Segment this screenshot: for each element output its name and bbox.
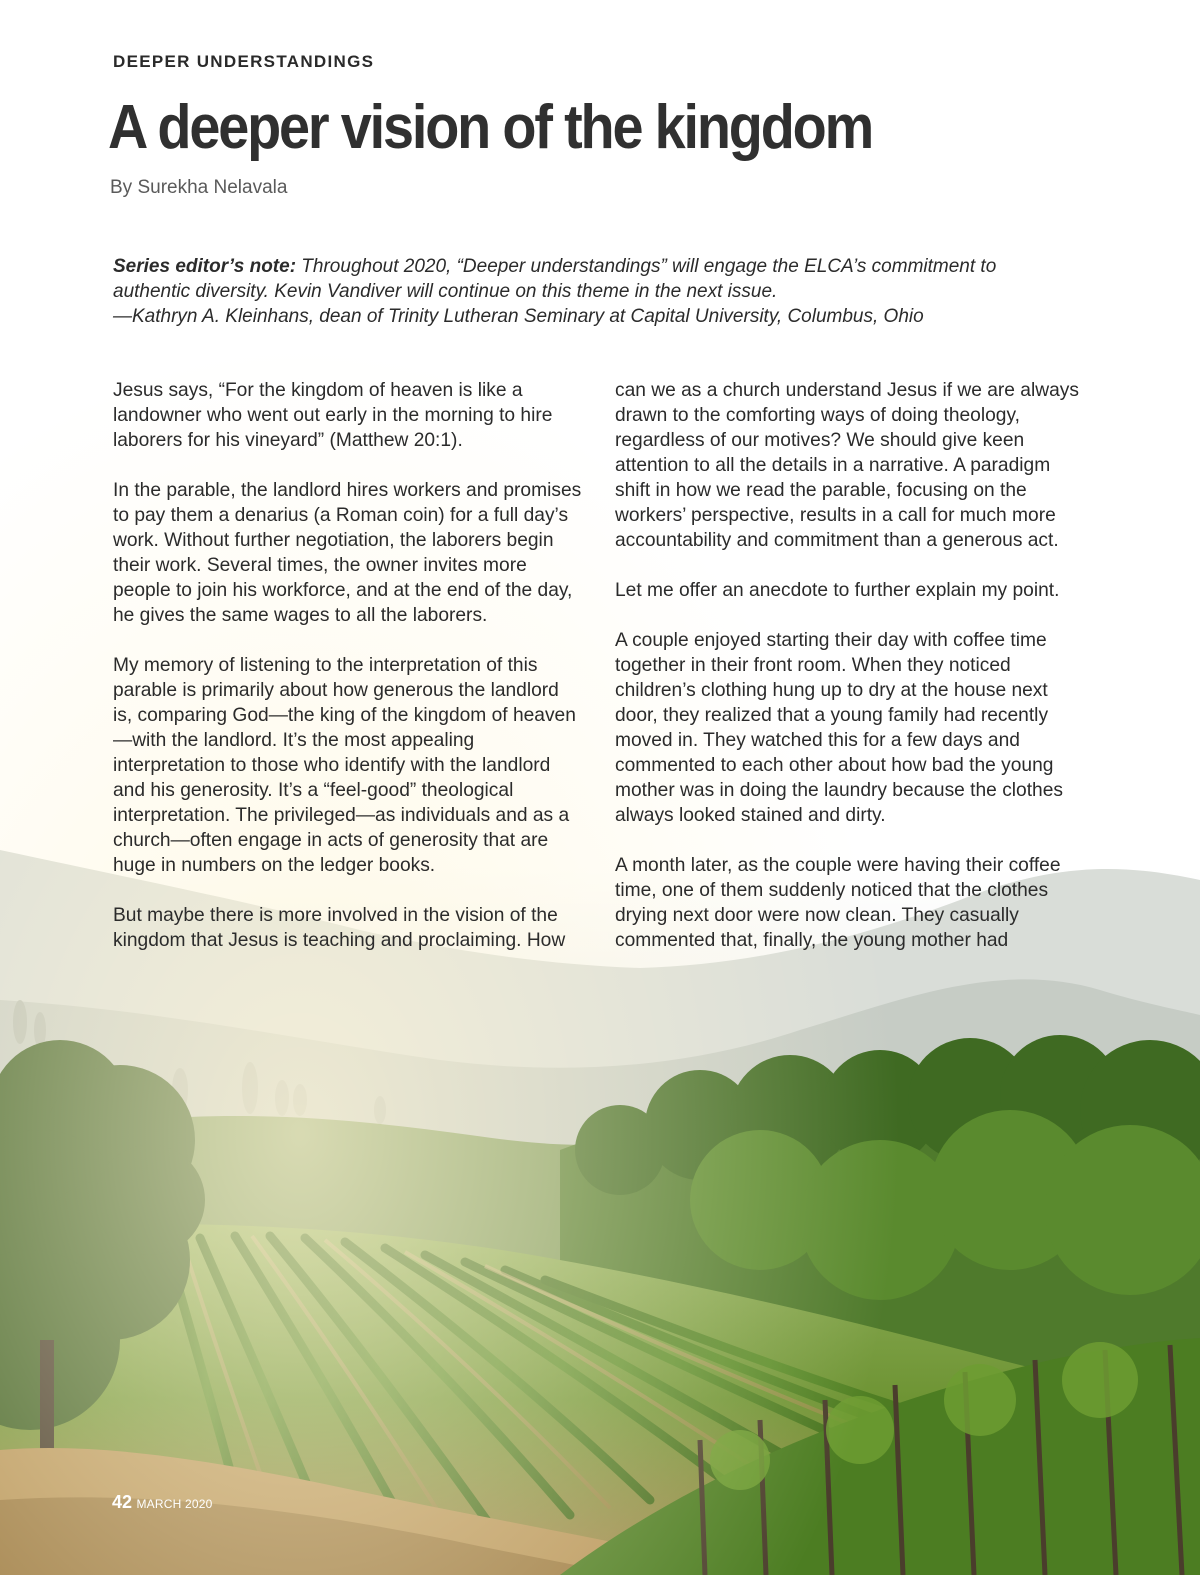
body-paragraph: Jesus says, “For the kingdom of heaven is like a landowner who went out early in the morning to hire laborers for his vineyard” (Matthew 20:1).	[113, 380, 553, 451]
body-paragraph: Let me offer an anecdote to further explain my point.	[615, 580, 1060, 601]
body-paragraph: A month later, as the couple were having their coffee time, one of them suddenly noticed that the clothes drying next door were now clean. They casually commented that, finally, the young mother had	[615, 855, 1061, 951]
byline: By Surekha Nelavala	[110, 177, 288, 198]
page-folio	[112, 1492, 213, 1513]
editor-note-attribution: —Kathryn A. Kleinhans, dean of Trinity Lutheran Seminary at Capital University, Columbus, Ohio	[113, 306, 924, 327]
body-paragraph: A couple enjoyed starting their day with coffee time together in their front room. When they noticed children’s clothing hung up to dry at the house next door, they realized that a young family had recently moved in. They watched this for a few days and commented to each other about how bad the young mother was in doing the laundry because the clothes always looked stained and dirty.	[615, 630, 1063, 826]
section-kicker: DEEPER UNDERSTANDINGS	[113, 52, 375, 71]
article-title: A deeper vision of the kingdom	[108, 93, 873, 162]
editor-note-text: Throughout 2020, “Deeper understandings” will engage the ELCA’s commitment to authentic diversity. Kevin Vandiver will continue on this theme in the next issue.	[113, 256, 997, 302]
page-number: 42	[112, 1492, 133, 1512]
body-column-right	[615, 378, 1085, 978]
editor-note-label: Series editor’s note:	[113, 256, 297, 277]
editor-note	[113, 254, 1073, 329]
body-paragraph: In the parable, the landlord hires workers and promises to pay them a denarius (a Roman coin) for a full day’s work. Without further negotiation, the laborers begin their work. Several times, the owner invites more people to join his workforce, and at the end of the day, he gives the same wages to all the laborers.	[113, 480, 582, 626]
issue-date: MARCH 2020	[136, 1497, 213, 1511]
editor-note-body	[113, 254, 1073, 304]
body-paragraph: My memory of listening to the interpretation of this parable is primarily about how generous the landlord is, comparing God—the king of the kingdom of heaven—with the landlord. It’s the most appealing interpretation to those who identify with the landlord and his generosity. It’s a “feel-good” theological interpretation. The privileged—as individuals and as a church—often engage in acts of generosity that are huge in numbers on the ledger books.	[113, 655, 576, 876]
body-paragraph: can we as a church understand Jesus if we are always drawn to the comforting ways of doing theology, regardless of our motives? We should give keen attention to all the details in a narrative. A paradigm shift in how we read the parable, focusing on the workers’ perspective, results in a call for much more accountability and commitment than a generous act.	[615, 380, 1079, 551]
body-paragraph: But maybe there is more involved in the vision of the kingdom that Jesus is teaching and proclaiming. How	[113, 905, 566, 951]
body-column-left	[113, 378, 583, 978]
